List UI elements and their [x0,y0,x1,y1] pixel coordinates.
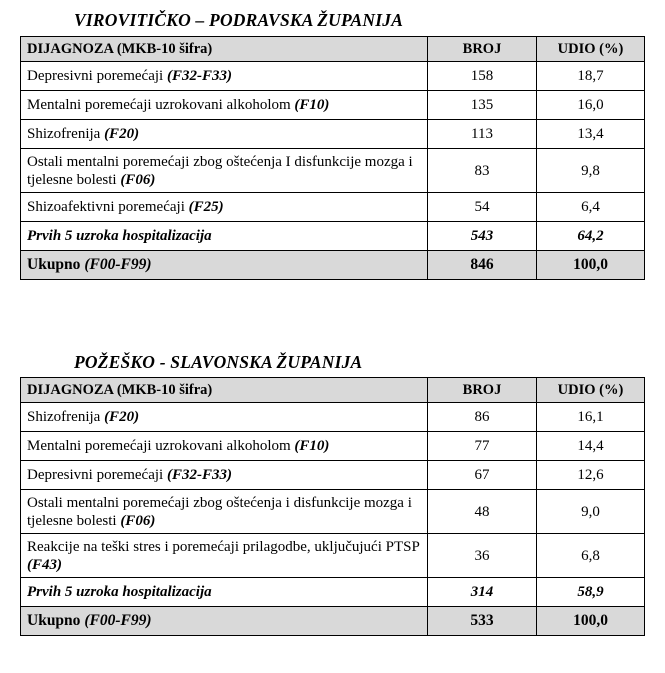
diagnosis-cell [21,432,428,461]
icd-code: (F20) [104,126,140,142]
hospitalization-table [20,36,645,280]
count-cell: 36 [428,534,537,578]
share-cell: 16,0 [537,91,645,120]
diagnosis-cell [21,62,428,91]
diagnosis-cell [21,91,428,120]
header-count: BROJ [428,378,537,403]
table-row [21,120,645,149]
top5-row [21,222,645,251]
share-cell: 9,0 [537,490,645,534]
table-row [21,534,645,578]
header-count: BROJ [428,37,537,62]
total-count: 846 [428,251,537,280]
total-share: 100,0 [537,607,645,636]
icd-code: (F06) [120,512,156,529]
count-cell: 86 [428,403,537,432]
icd-code: (F06) [120,171,156,188]
icd-code: (F43) [27,556,62,573]
diagnosis-cell [21,461,428,490]
table-row [21,432,645,461]
diagnosis-name: Mentalni poremećaji uzrokovani alkoholom [27,97,291,113]
diagnosis-name: Reakcije na teški stres i poremećaji prilagodbe, uključujući PTSP [27,538,420,555]
section-title: POŽEŠKO - SLAVONSKA ŽUPANIJA [74,352,363,372]
diagnosis-cell [21,534,428,578]
top5-share: 58,9 [537,578,645,607]
icd-code: (F25) [188,199,224,215]
diagnosis-name: Depresivni poremećaji [27,68,164,84]
share-cell: 12,6 [537,461,645,490]
diagnosis-name: Shizofrenija [27,409,101,425]
icd-code: (F32-F33) [166,467,232,483]
count-cell: 113 [428,120,537,149]
diagnosis-cell [21,403,428,432]
diagnosis-name: Ostali mentalni poremećaji zbog oštećenja I disfunkcije mozga i tjelesne bolesti [27,153,413,188]
top5-label: Prvih 5 uzroka hospitalizacija [21,222,428,251]
section-title: VIROVITIČKO – PODRAVSKA ŽUPANIJA [74,10,404,30]
icd-code: (F32-F33) [166,68,232,84]
diagnosis-name: Shizoafektivni poremećaji [27,199,185,215]
share-cell: 9,8 [537,149,645,193]
total-code: (F00-F99) [84,612,152,629]
share-cell: 6,4 [537,193,645,222]
total-count: 533 [428,607,537,636]
header-share: UDIO (%) [537,37,645,62]
table-row [21,461,645,490]
count-cell: 54 [428,193,537,222]
total-code: (F00-F99) [84,256,152,273]
table-row [21,193,645,222]
top5-row [21,578,645,607]
count-cell: 158 [428,62,537,91]
total-label: Ukupno [27,612,81,629]
total-label-cell [21,251,428,280]
share-cell: 14,4 [537,432,645,461]
header-share: UDIO (%) [537,378,645,403]
share-cell: 6,8 [537,534,645,578]
count-cell: 135 [428,91,537,120]
top5-count: 314 [428,578,537,607]
total-label-cell [21,607,428,636]
county-section-pozega [20,352,644,652]
diagnosis-cell [21,120,428,149]
icd-code: (F20) [104,409,140,425]
diagnosis-cell [21,193,428,222]
diagnosis-name: Shizofrenija [27,126,101,142]
hospitalization-table [20,377,645,636]
header-diagnosis: DIJAGNOZA (MKB-10 šifra) [21,37,428,62]
count-cell: 83 [428,149,537,193]
table-header-row [21,378,645,403]
table-header-row [21,37,645,62]
diagnosis-name: Ostali mentalni poremećaji zbog oštećenja i disfunkcije mozga i tjelesne bolesti [27,494,412,529]
total-row [21,607,645,636]
count-cell: 48 [428,490,537,534]
count-cell: 67 [428,461,537,490]
total-label: Ukupno [27,256,81,273]
diagnosis-cell [21,490,428,534]
table-row [21,490,645,534]
share-cell: 16,1 [537,403,645,432]
table-row [21,62,645,91]
header-diagnosis: DIJAGNOZA (MKB-10 šifra) [21,378,428,403]
county-section-virovitica [20,10,644,295]
top5-count: 543 [428,222,537,251]
table-row [21,91,645,120]
diagnosis-cell [21,149,428,193]
top5-label: Prvih 5 uzroka hospitalizacija [21,578,428,607]
total-row [21,251,645,280]
count-cell: 77 [428,432,537,461]
diagnosis-name: Depresivni poremećaji [27,467,164,483]
top5-share: 64,2 [537,222,645,251]
icd-code: (F10) [294,97,330,113]
table-row [21,149,645,193]
icd-code: (F10) [294,438,330,454]
diagnosis-name: Mentalni poremećaji uzrokovani alkoholom [27,438,291,454]
share-cell: 18,7 [537,62,645,91]
share-cell: 13,4 [537,120,645,149]
table-row [21,403,645,432]
total-share: 100,0 [537,251,645,280]
